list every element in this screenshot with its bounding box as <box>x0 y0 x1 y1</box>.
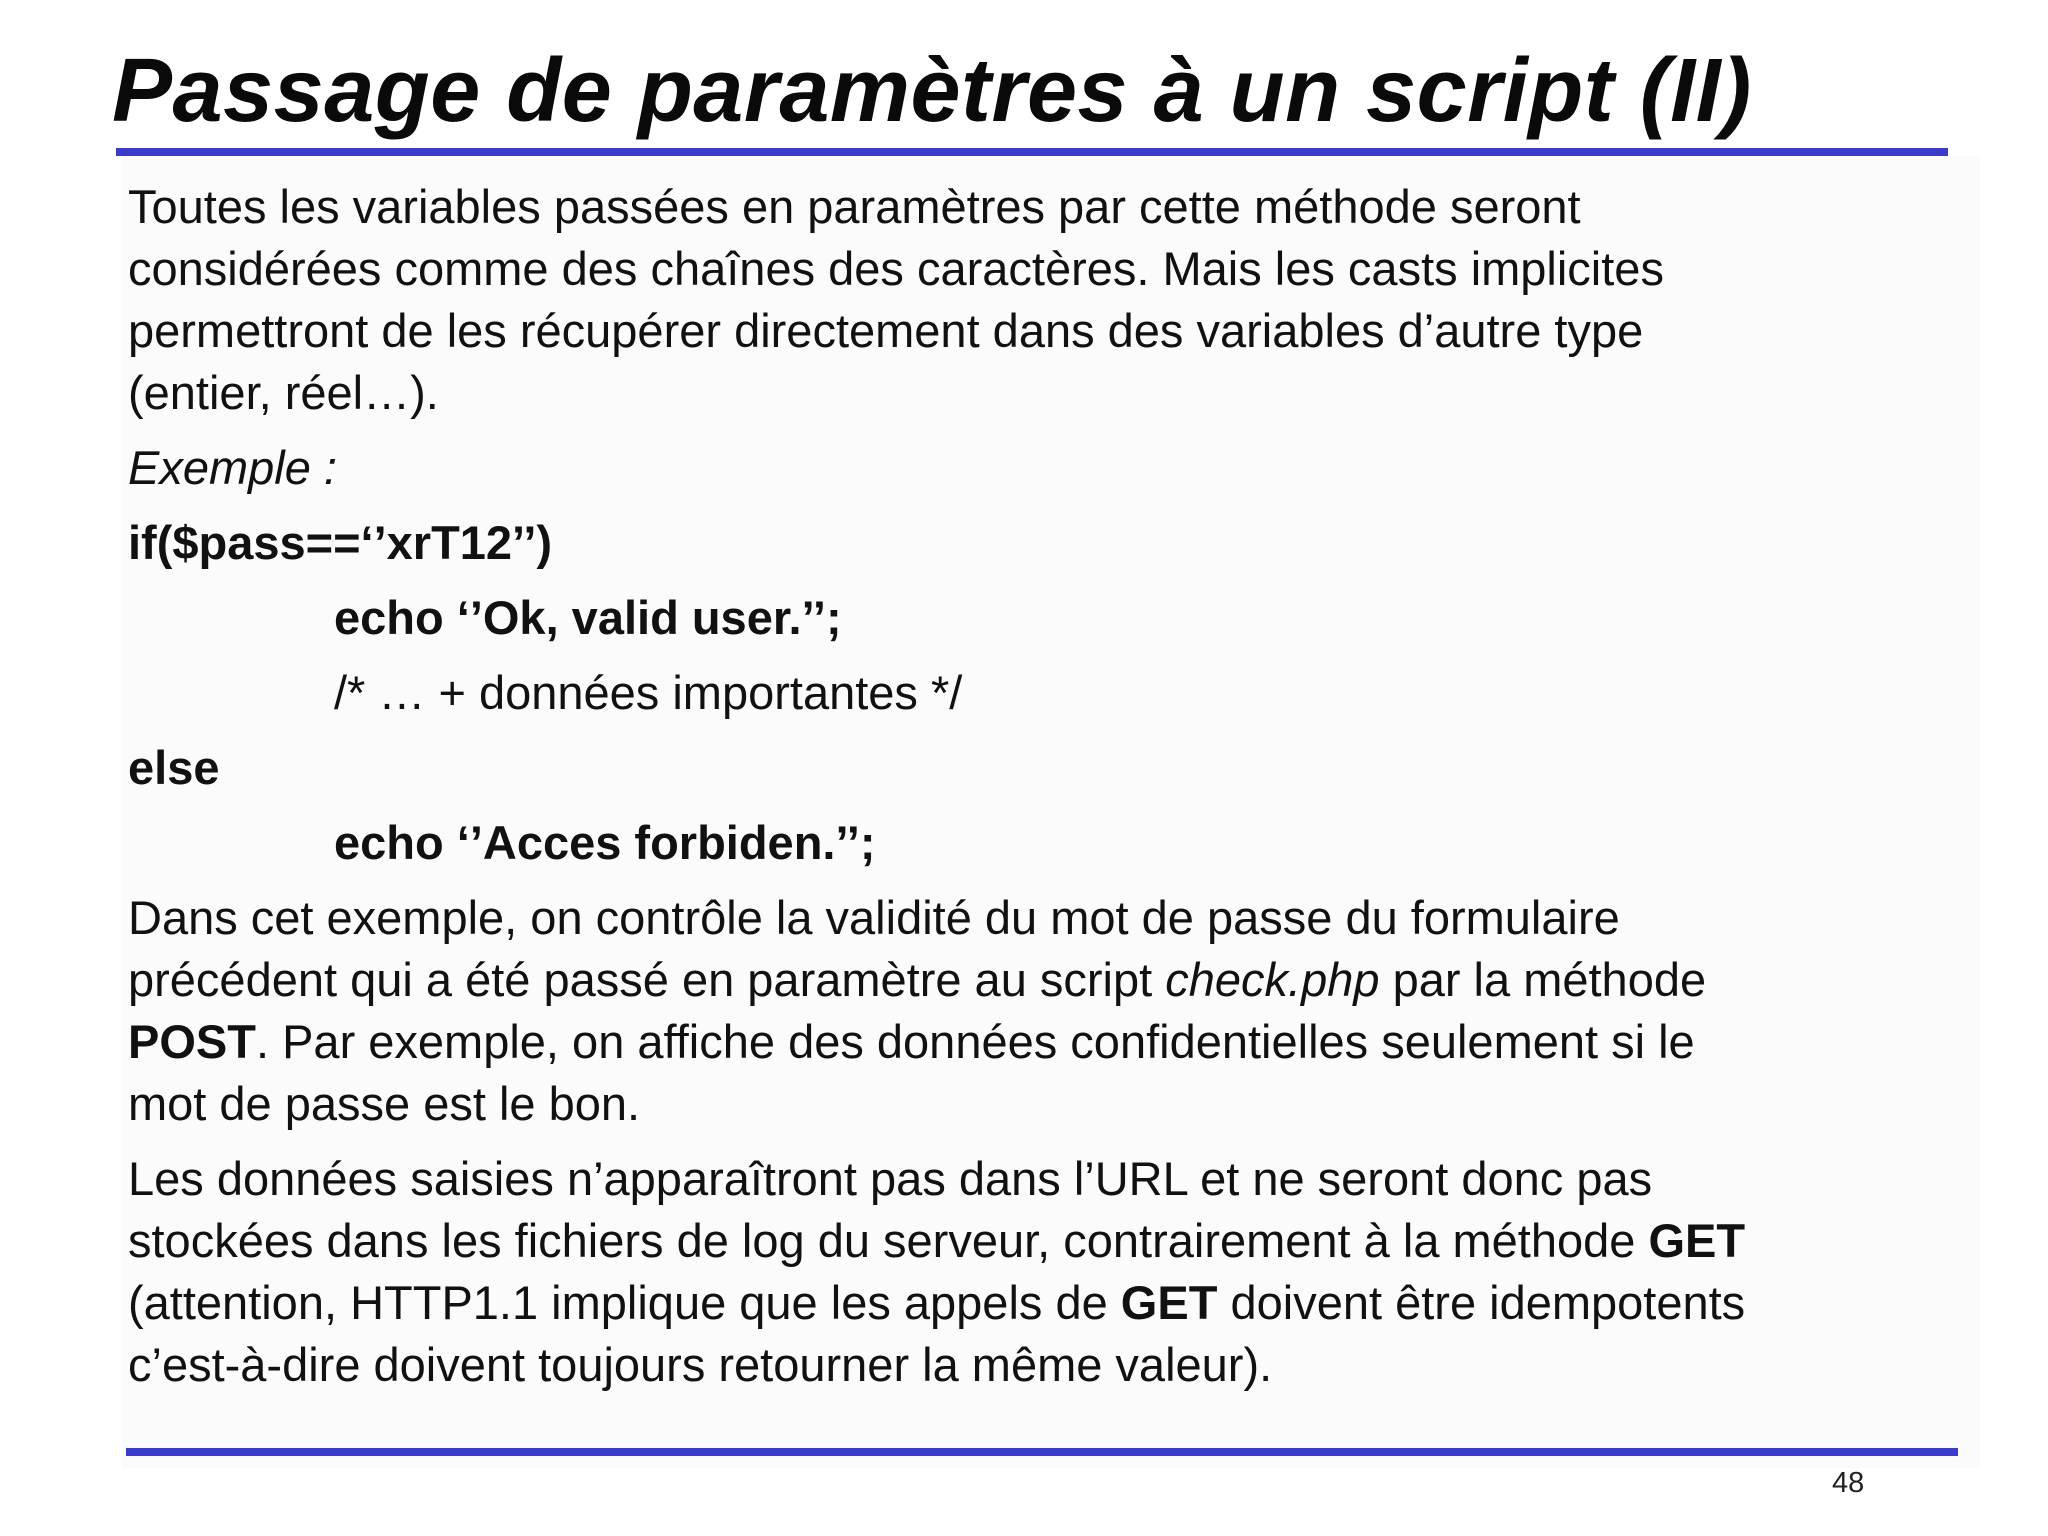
slide-title: Passage de paramètres à un script (II) <box>112 41 1752 141</box>
paragraph-line: (entier, réel…). <box>128 366 439 419</box>
text-segment: . Par exemple, on affiche des données confidentielles seulement si le <box>255 1015 1695 1068</box>
paragraph-line: considérées comme des chaînes des caractères. Mais les casts implicites <box>128 242 1664 295</box>
method-get: GET <box>1648 1214 1746 1267</box>
code-comment: /* … + données importantes */ <box>334 666 963 719</box>
code-line: else <box>128 741 220 794</box>
paragraph-explanation <box>128 887 1918 1135</box>
code-example <box>128 512 1918 887</box>
paragraph-line: Dans cet exemple, on contrôle la validité du mot de passe du formulaire <box>128 891 1620 944</box>
script-filename: check.php <box>1165 953 1380 1006</box>
text-segment: par la méthode <box>1379 953 1707 1006</box>
paragraph-url-note <box>128 1148 1918 1396</box>
title-underline <box>116 148 1948 156</box>
page-number: 48 <box>1832 1467 1865 1499</box>
method-post: POST <box>128 1015 256 1068</box>
slide-body <box>128 176 1918 1396</box>
paragraph-line: mot de passe est le bon. <box>128 1077 641 1130</box>
code-line: echo ‘’Acces forbiden.’’; <box>334 816 876 869</box>
code-line: echo ‘’Ok, valid user.’’; <box>334 591 842 644</box>
paragraph-variables <box>128 176 1918 424</box>
paragraph-line <box>128 1272 1918 1334</box>
code-line: if($pass==‘’xrT12’’) <box>128 516 553 569</box>
bottom-rule <box>126 1448 1958 1456</box>
paragraph-line: c’est-à-dire doivent toujours retourner la même valeur). <box>128 1338 1273 1391</box>
paragraph-line <box>128 1011 1918 1073</box>
paragraph-line: permettront de les récupérer directement dans des variables d’autre type <box>128 304 1644 357</box>
text-segment: stockées dans les fichiers de log du serveur, contrairement à la méthode <box>128 1214 1649 1267</box>
paragraph-line: Les données saisies n’apparaîtront pas dans l’URL et ne seront donc pas <box>128 1152 1653 1205</box>
text-segment: (attention, HTTP1.1 implique que les appels de <box>128 1276 1121 1329</box>
text-segment: précédent qui a été passé en paramètre au script <box>128 953 1166 1006</box>
paragraph-line: Toutes les variables passées en paramètres par cette méthode seront <box>128 180 1581 233</box>
paragraph-line <box>128 949 1918 1011</box>
example-label: Exemple : <box>128 441 337 494</box>
paragraph-line <box>128 1210 1918 1272</box>
text-segment: doivent être idempotents <box>1217 1276 1746 1329</box>
method-get: GET <box>1120 1276 1218 1329</box>
